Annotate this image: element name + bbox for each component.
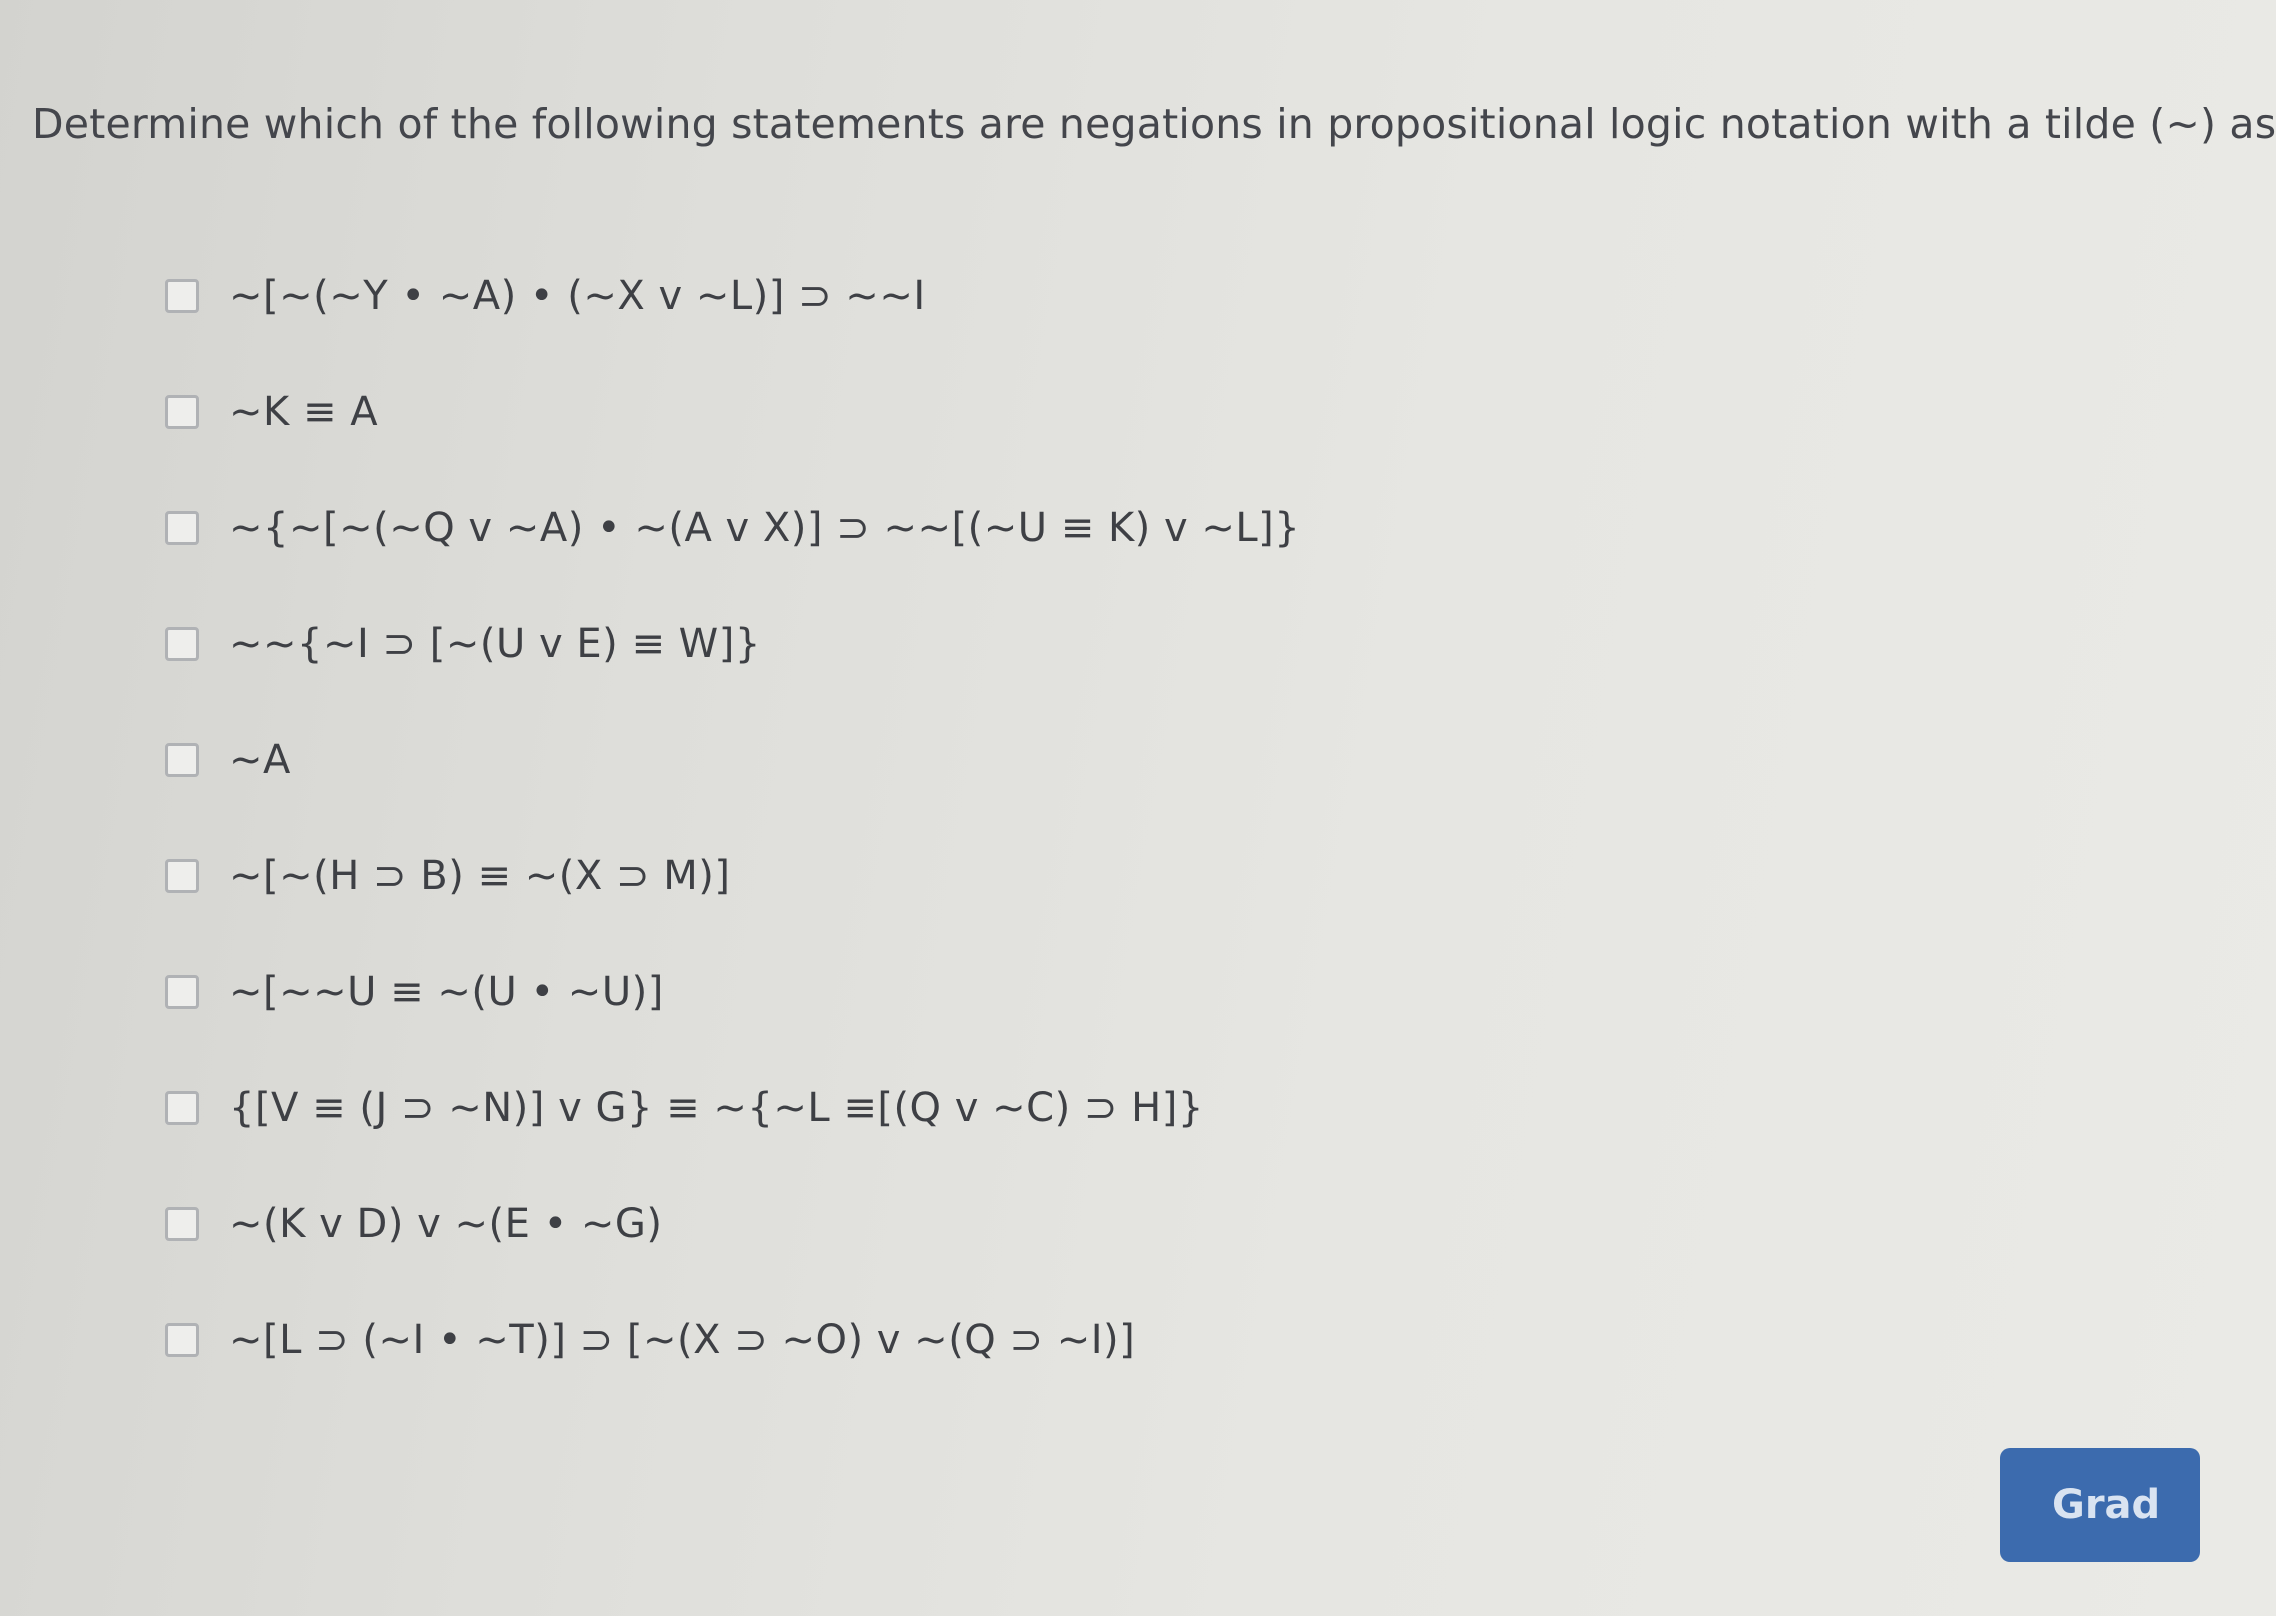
option-10[interactable] xyxy=(165,1282,2065,1398)
option-checkbox[interactable] xyxy=(165,395,199,429)
option-label: ~[~(~Y • ~A) • (~X v ~L)] ⊃ ~~I xyxy=(229,273,926,319)
option-checkbox[interactable] xyxy=(165,975,199,1009)
option-checkbox[interactable] xyxy=(165,1323,199,1357)
option-label: ~K ≡ A xyxy=(229,389,379,435)
option-6[interactable] xyxy=(165,818,2065,934)
option-label: ~[L ⊃ (~I • ~T)] ⊃ [~(X ⊃ ~O) v ~(Q ⊃ ~I)] xyxy=(229,1317,1136,1363)
option-checkbox[interactable] xyxy=(165,1091,199,1125)
option-label: ~{~[~(~Q v ~A) • ~(A v X)] ⊃ ~~[(~U ≡ K) v ~L]} xyxy=(229,505,1301,551)
option-checkbox[interactable] xyxy=(165,1207,199,1241)
option-1[interactable] xyxy=(165,238,2065,354)
option-2[interactable] xyxy=(165,354,2065,470)
option-label: ~[~~U ≡ ~(U • ~U)] xyxy=(229,969,664,1015)
option-5[interactable] xyxy=(165,702,2065,818)
option-checkbox[interactable] xyxy=(165,511,199,545)
option-label: {[V ≡ (J ⊃ ~N)] v G} ≡ ~{~L ≡[(Q v ~C) ⊃ H]} xyxy=(229,1085,1204,1131)
option-label: ~[~(H ⊃ B) ≡ ~(X ⊃ M)] xyxy=(229,853,731,899)
grade-button[interactable]: Grad xyxy=(2000,1448,2200,1562)
option-7[interactable] xyxy=(165,934,2065,1050)
option-checkbox[interactable] xyxy=(165,279,199,313)
option-label: ~A xyxy=(229,737,291,783)
option-label: ~~{~I ⊃ [~(U v E) ≡ W]} xyxy=(229,621,761,667)
option-3[interactable] xyxy=(165,470,2065,586)
answer-options xyxy=(165,238,2065,1398)
option-8[interactable] xyxy=(165,1050,2065,1166)
option-checkbox[interactable] xyxy=(165,859,199,893)
option-label: ~(K v D) v ~(E • ~G) xyxy=(229,1201,663,1247)
option-checkbox[interactable] xyxy=(165,627,199,661)
option-4[interactable] xyxy=(165,586,2065,702)
option-9[interactable] xyxy=(165,1166,2065,1282)
option-checkbox[interactable] xyxy=(165,743,199,777)
question-text: Determine which of the following statements are negations in propositional logic notation with a tilde (~) as xyxy=(32,100,2276,148)
